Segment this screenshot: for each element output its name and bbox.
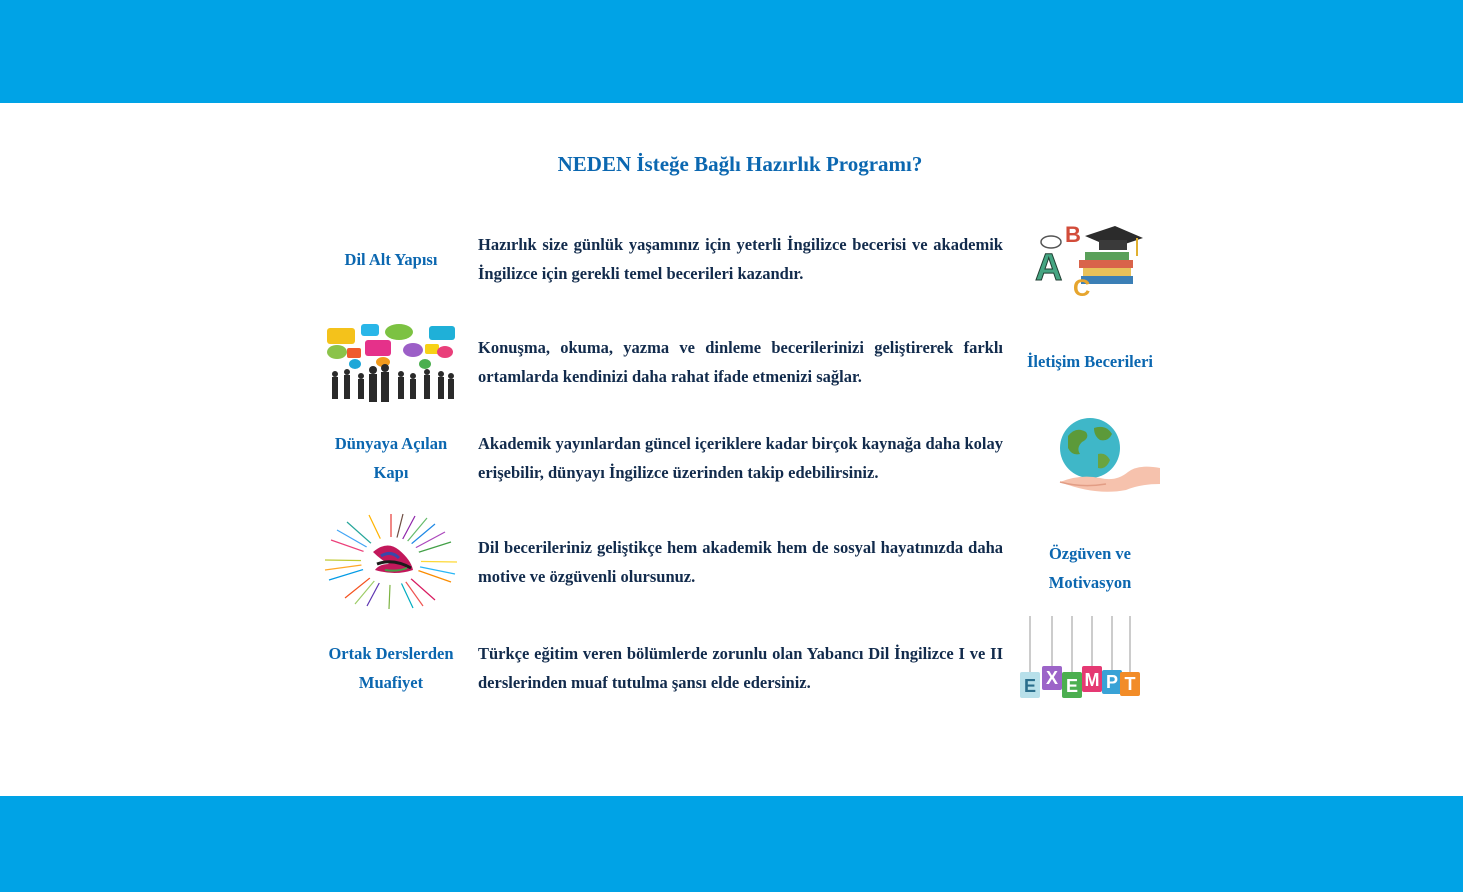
row-description: Akademik yayınlardan güncel içeriklere kadar birçok kaynağa daha kolay erişebilir, dünyayı İngilizce üzerinden takip edebilirsiniz. [478,434,1003,482]
svg-text:B: B [1065,222,1081,247]
colorful-burst-icon [323,512,459,610]
row-description: Dil becerileriniz geliştikçe hem akademik hem de sosyal hayatınızda daha motive ve özgüvenli olursunuz. [478,538,1003,586]
footer-band [0,796,1463,892]
header-band [0,0,1463,103]
row-label: Dünyaya Açılan Kapı [334,434,448,482]
abc-books-graduation-cap-icon [1033,222,1145,298]
tag-letter: P [1105,672,1119,692]
row-label: Dil Alt Yapısı [344,250,438,269]
tag-letter: E [1065,676,1079,696]
row-label: Özgüven ve Motivasyon [1048,544,1132,592]
tag-letter: M [1084,670,1100,690]
tag-letter: X [1045,668,1059,688]
tag-letter: E [1023,676,1037,696]
page-title: NEDEN İsteğe Bağlı Hazırlık Programı? [557,152,923,176]
row-description: Konuşma, okuma, yazma ve dinleme becerilerinizi geliştirerek farklı ortamlarda kendinizi daha rahat ifade etmenizi sağlar. [478,338,1003,386]
row-label: Ortak Derslerden Muafiyet [328,644,454,692]
row-description: Türkçe eğitim veren bölümlerde zorunlu olan Yabancı Dil İngilizce I ve II derslerinden muaf tutulma şansı elde edersiniz. [478,644,1003,692]
speech-bubbles-people-icon [325,322,457,404]
exempt-letter-tags-icon [1018,616,1142,708]
globe-in-hand-icon [1048,416,1160,500]
row-description: Hazırlık size günlük yaşamınız için yeterli İngilizce becerisi ve akademik İngilizce için gerekli temel becerileri kazandır. [478,235,1003,283]
tag-letter: T [1124,674,1136,694]
row-label: İletişim Becerileri [1027,352,1153,371]
svg-text:A: A [1035,247,1063,289]
svg-text:C: C [1073,275,1091,298]
